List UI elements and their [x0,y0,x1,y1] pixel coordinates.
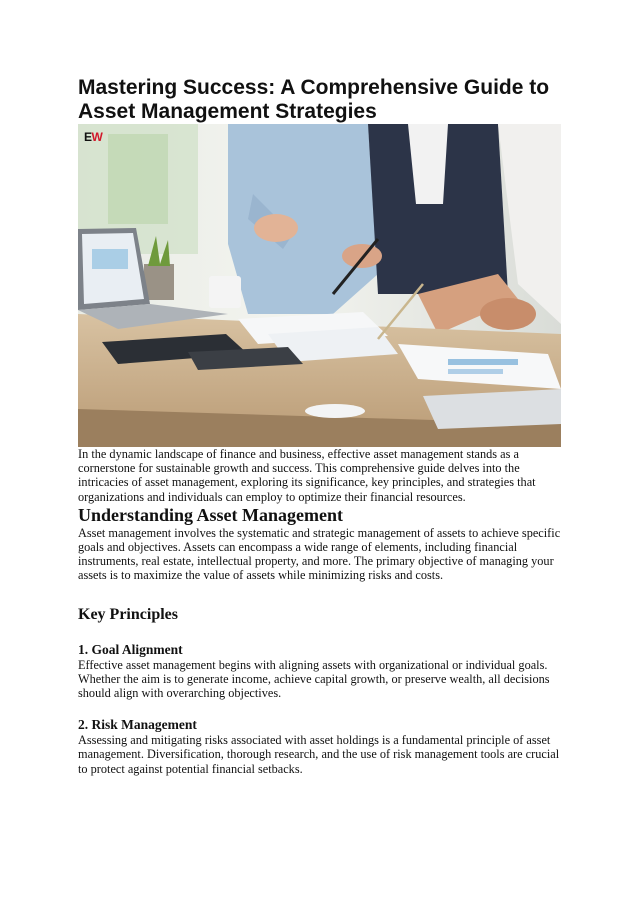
office-meeting-illustration [78,124,561,447]
principle-heading: 2. Risk Management [78,717,197,733]
key-principles-heading: Key Principles [78,605,178,623]
intro-paragraph: In the dynamic landscape of finance and business, effective asset management stands as a cornerstone for sustainable growth and success. This comprehensive guide delves into the intricacies of asset management, exploring its significance, key principles, and strategies that organizations and individuals can employ to optimize their financial resources. [78,447,536,504]
section-paragraph: Asset management involves the systematic and strategic management of assets to achieve specific goals and objectives. Assets can encompass a wide range of elements, including financial instruments, real estate, intellectual property, and more. The primary objective of managing your assets is to maximize the value of assets while minimizing risks and costs. [78,525,561,583]
brand-logo-text: EW [84,130,103,144]
hero-image [78,124,561,447]
principle-paragraph: Assessing and mitigating risks associated with asset holdings is a fundamental principle of asset management. Diversification, thorough research, and the use of risk management tools are crucial to protect against potential financial setbacks. [78,733,560,776]
principle-paragraph: Effective asset management begins with aligning assets with organizational or individual goals. Whether the aim is to generate income, achieve capital growth, or preserve wealth, all decisions should align with overarching objectives. [78,657,550,701]
page-title: Mastering Success: A Comprehensive Guide to Asset Management Strategies [78,76,550,123]
principle-heading: 1. Goal Alignment [78,641,183,657]
brand-logo [84,130,102,144]
article [78,76,564,776]
section-heading: Understanding Asset Management [78,504,344,525]
